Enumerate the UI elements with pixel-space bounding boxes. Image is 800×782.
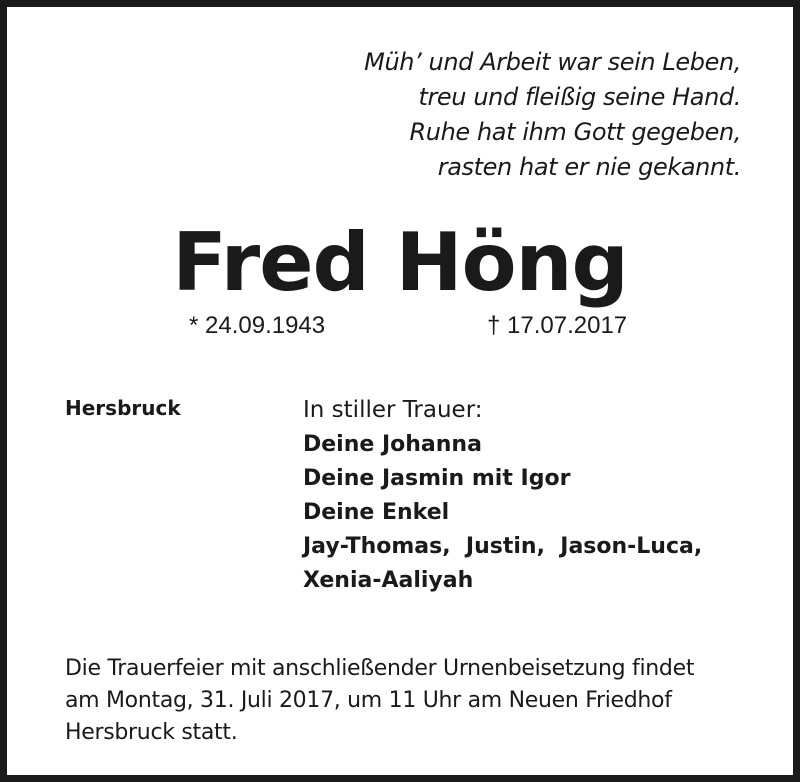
notice-line: am Montag, 31. Juli 2017, um 11 Uhr am Neuen Friedhof [65, 688, 672, 713]
poem-line: Ruhe hat ihm Gott gegeben, [409, 118, 741, 146]
poem-line: treu und fleißig seine Hand. [418, 83, 741, 111]
mourner-line: Deine Enkel [303, 500, 450, 525]
birth-date: * 24.09.1943 [189, 312, 326, 339]
notice-line: Hersbruck statt. [65, 720, 238, 745]
funeral-notice [65, 653, 745, 749]
mourner-line: Xenia-Aaliyah [303, 568, 474, 593]
place-name: Hersbruck [65, 396, 181, 420]
mourners-intro: In stiller Trauer: [303, 397, 483, 423]
poem-line: Müh’ und Arbeit war sein Leben, [364, 48, 741, 76]
notice-line: Die Trauerfeier mit anschließender Urnenbeisetzung findet [65, 656, 695, 681]
poem-line: rasten hat er nie gekannt. [437, 153, 741, 181]
poem [364, 45, 741, 185]
mourner-line: Deine Jasmin mit Igor [303, 466, 571, 491]
mourner-line: Deine Johanna [303, 432, 482, 457]
deceased-name: Fred Höng [172, 216, 628, 309]
mourners-block [303, 393, 702, 598]
death-date: † 17.07.2017 [487, 312, 628, 339]
mourner-line: Jay-Thomas, Justin, Jason-Luca, [303, 534, 703, 559]
